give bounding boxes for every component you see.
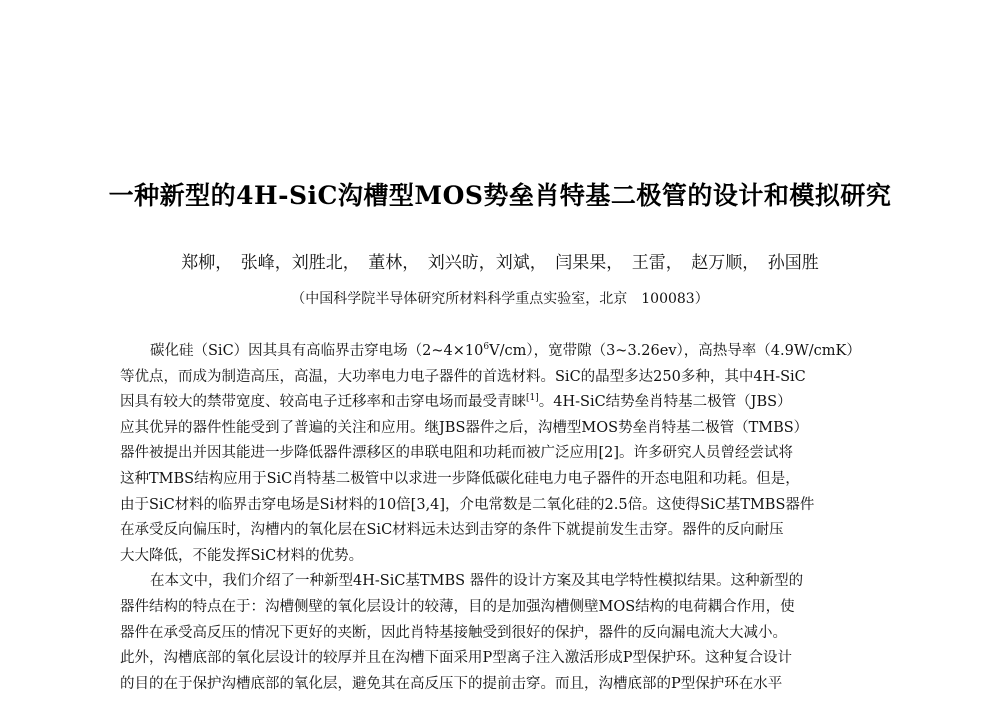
citation-superscript: [1] <box>526 393 539 404</box>
text-run: 碳化硅（SiC）因其具有高临界击穿电场（2~4×10 <box>150 343 484 359</box>
paragraph-2-line-5: 的目的在于保护沟槽底部的氧化层，避免其在高反压下的提前击穿。而且，沟槽底部的P型保护环在水平 <box>120 675 783 692</box>
paragraph-1-line-7: 由于SiC材料的临界击穿电场是Si材料的10倍[3,4]，介电常数是二氧化硅的2.5倍。这使得SiC基TMBS器件 <box>120 496 815 513</box>
paragraph-1-line-5: 器件被提出并因其能进一步降低器件漂移区的串联电阻和功耗而被广泛应用[2]。许多研究人员曾经尝试将 <box>120 445 794 462</box>
abstract-body <box>120 339 880 697</box>
paragraph-1-line-1 <box>120 339 880 365</box>
text-run: 因具有较大的禁带宽度、较高电子迁移率和击穿电场而最受青睐 <box>120 394 526 411</box>
paragraph-2-line-3: 器件在承受高反压的情况下更好的夹断，因此肖特基接触受到很好的保护，器件的反向漏电流大大减小。 <box>120 624 787 641</box>
paragraph-1-line-9: 大大降低，不能发挥SiC材料的优势。 <box>120 547 364 564</box>
paragraph-2-line-1: 在本文中，我们介绍了一种新型4H-SiC基TMBS 器件的设计方案及其电学特性模拟结果。这种新型的 <box>150 573 804 590</box>
paragraph-2-line-2: 器件结构的特点在于：沟槽侧壁的氧化层设计的较薄，目的是加强沟槽侧壁MOS结构的电荷耦合作用，使 <box>120 598 795 615</box>
paragraph-1-line-4: 应其优异的器件性能受到了普遍的关注和应用。继JBS器件之后，沟槽型MOS势垒肖特基二极管（TMBS） <box>120 419 809 436</box>
text-run: 。4H-SiC结势垒肖特基二极管（JBS） <box>538 394 792 411</box>
paragraph-2-line-4: 此外，沟槽底部的氧化层设计的较厚并且在沟槽下面采用P型离子注入激活形成P型保护环。这种复合设计 <box>120 650 793 667</box>
paragraph-1-line-8: 在承受反向偏压时，沟槽内的氧化层在SiC材料远未达到击穿的条件下就提前发生击穿。器件的反向耐压 <box>120 522 784 539</box>
paragraph-1-line-6: 这种TMBS结构应用于SiC肖特基二极管中以求进一步降低碳化硅电力电子器件的开态电阻和功耗。但是， <box>120 470 800 487</box>
author-list: 郑柳， 张峰，刘胜北， 董林， 刘兴昉，刘斌， 闫果果， 王雷， 赵万顺， 孙国胜 <box>181 253 819 273</box>
paragraph-1-line-2: 等优点，而成为制造高压，高温，大功率电力电子器件的首选材料。SiC的晶型多达250多种，其中4H-SiC <box>120 368 806 385</box>
affiliation: （中国科学院半导体研究所材料科学重点实验室，北京 100083） <box>291 291 709 307</box>
text-run: V/cm），宽带隙（3~3.26ev），高热导率（4.9W/cmK） <box>489 343 861 359</box>
paper-title: 一种新型的4H-SiC沟槽型MOS势垒肖特基二极管的设计和模拟研究 <box>108 181 892 210</box>
superscript: 6 <box>483 342 490 353</box>
paragraph-1-line-3 <box>120 390 880 416</box>
